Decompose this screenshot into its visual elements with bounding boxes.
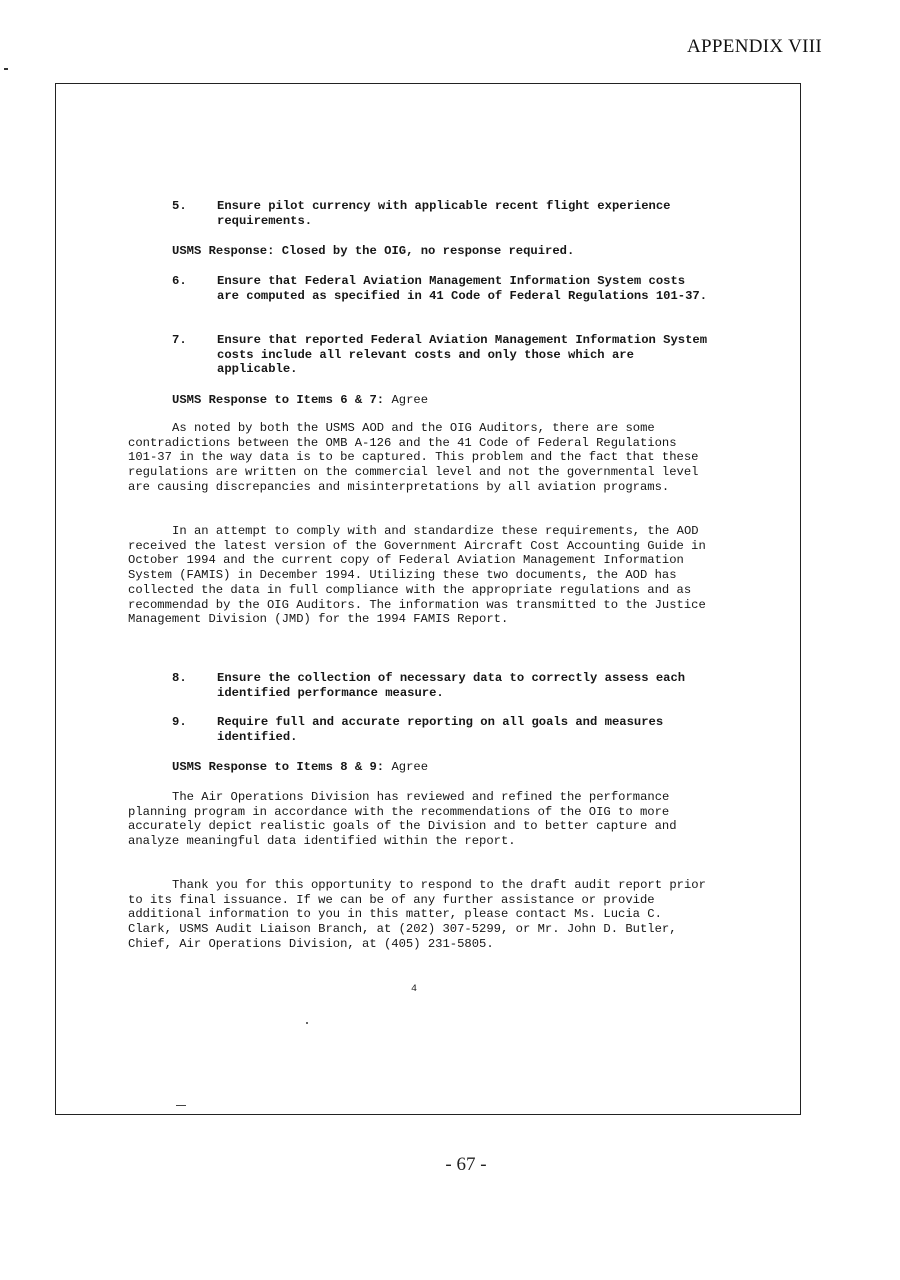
- paragraph-closing: Thank you for this opportunity to respond to the draft audit report prior to its final issuance. If we can be of any further assistance or provide additional information to you in this matter, please contact Ms. Lucia C. Clark, USMS Audit Liaison Branch, at (202) 307-5299, or Mr. John D. Butler, Chief, Air Operations Division, at (405) 231-5805.: [128, 878, 706, 951]
- item-text: Ensure pilot currency with applicable recent flight experience requirements.: [217, 199, 671, 228]
- item-text: Ensure that Federal Aviation Management Information System costs are computed as specified in 41 Code of Federal Regulations 101-37.: [217, 274, 708, 303]
- item-number: 5.: [172, 199, 187, 213]
- item-text: Require full and accurate reporting on all goals and measures identified.: [217, 715, 664, 744]
- response-text: Closed by the OIG, no response required.: [281, 244, 575, 258]
- response-label: USMS Response to Items 6 & 7:: [172, 393, 385, 407]
- response-item-5: [172, 244, 712, 259]
- response-items-8-9: [172, 760, 712, 775]
- page-number: - 67 -: [445, 1154, 487, 1175]
- item-text: Ensure that reported Federal Aviation Management Information System costs include all relevant costs and only those which are applicable.: [217, 333, 708, 377]
- scan-speck: [4, 68, 8, 70]
- response-value: Agree: [391, 760, 429, 774]
- response-label: USMS Response to Items 8 & 9:: [172, 760, 385, 774]
- response-items-6-7: [172, 393, 712, 408]
- item-number: 8.: [172, 671, 187, 685]
- item-number: 9.: [172, 715, 187, 729]
- item-number: 6.: [172, 274, 187, 288]
- response-label: USMS Response:: [172, 244, 275, 258]
- item-text: Ensure the collection of necessary data to correctly assess each identified performance measure.: [217, 671, 686, 700]
- inner-page-number: 4: [411, 984, 418, 995]
- appendix-title: APPENDIX VIII: [687, 36, 822, 57]
- paragraph-performance-planning: The Air Operations Division has reviewed and refined the performance planning program in accordance with the recommendations of the OIG to more accurately depict realistic goals of the Division and to better capture and analyze meaningful data identified within the report.: [128, 790, 677, 849]
- paragraph-compliance: In an attempt to comply with and standardize these requirements, the AOD received the latest version of the Government Aircraft Cost Accounting Guide in October 1994 and the current copy of Federal Aviation Management Information System (FAMIS) in December 1994. Utilizing these two documents, the AOD has collected the data in full compliance with the appropriate regulations and as recommendad by the OIG Auditors. The information was transmitted to the Justice Management Division (JMD) for the 1994 FAMIS Report.: [128, 524, 706, 627]
- scan-dash: [176, 1105, 186, 1106]
- response-value: Agree: [391, 393, 429, 407]
- item-number: 7.: [172, 333, 187, 347]
- scan-dot: [306, 1022, 308, 1024]
- paragraph-contradictions: As noted by both the USMS AOD and the OIG Auditors, there are some contradictions between the OMB A-126 and the 41 Code of Federal Regulations 101-37 in the way data is to be captured. This problem and the fact that these regulations are written on the commercial level and not the governmental level are causing discrepancies and misinterpretations by all aviation programs.: [128, 421, 699, 494]
